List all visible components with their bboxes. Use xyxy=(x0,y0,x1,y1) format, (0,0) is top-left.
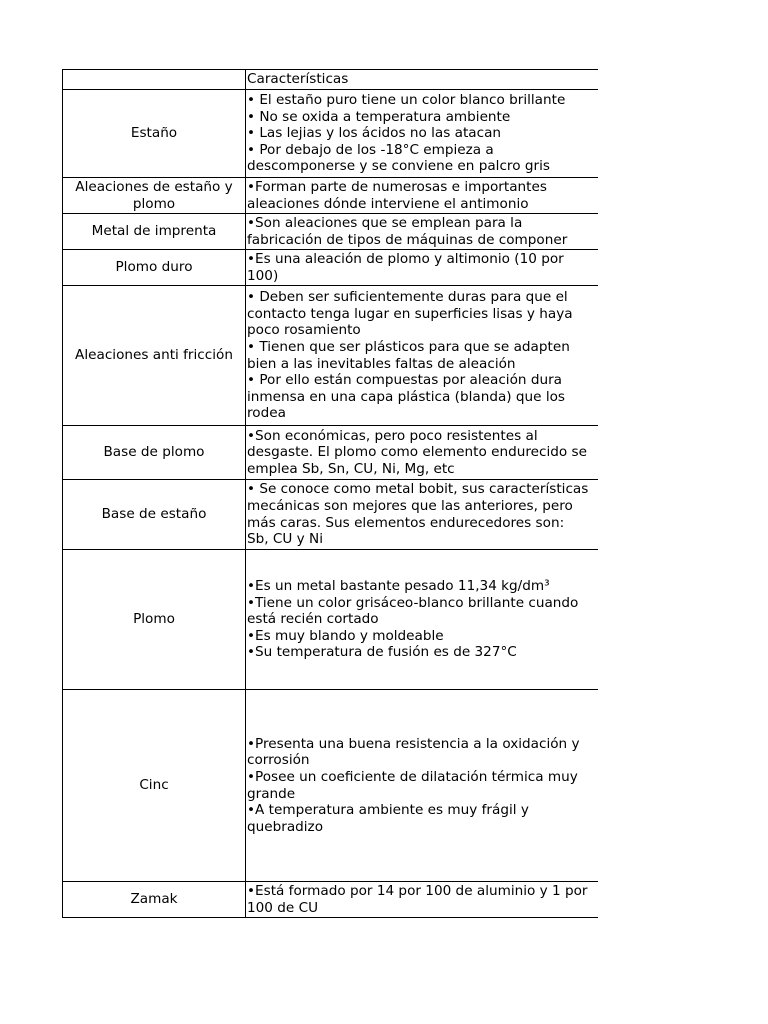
characteristic-line: poco rosamiento xyxy=(247,322,361,339)
characteristic-line: contacto tenga lugar en superficies lisas y haya xyxy=(247,305,573,322)
characteristic-line: • Tienen que ser plásticos para que se adapten xyxy=(247,338,570,355)
table-row xyxy=(63,550,598,690)
characteristic-line: corrosión xyxy=(247,752,310,769)
material-name-cell: Aleaciones anti fricción xyxy=(63,286,246,426)
material-name-cell: Zamak xyxy=(63,882,246,918)
characteristic-line: descomponerse y se conviene en palcro gris xyxy=(247,158,550,175)
characteristic-line: mecánicas son mejores que las anteriores, pero xyxy=(247,497,573,514)
characteristic-line: fabricación de tipos de máquinas de componer xyxy=(247,231,568,248)
characteristic-line: •Su temperatura de fusión es de 327°C xyxy=(247,644,517,661)
table-row xyxy=(63,178,598,214)
characteristic-line: • Deben ser suficientemente duras para que el xyxy=(247,289,568,306)
characteristic-line: 100) xyxy=(247,267,279,284)
characteristic-line: emplea Sb, Sn, CU, Ni, Mg, etc xyxy=(247,460,455,477)
characteristic-line: •Son aleaciones que se emplean para la xyxy=(247,214,523,231)
table-row xyxy=(63,426,598,480)
material-name-cell: Estaño xyxy=(63,90,246,178)
characteristic-line: •Tiene un color grisáceo-blanco brillante cuando xyxy=(247,594,579,611)
table-row xyxy=(63,882,598,918)
characteristic-line: •Es muy blando y moldeable xyxy=(247,627,444,644)
material-name-cell: Metal de imprenta xyxy=(63,214,246,250)
characteristic-line: quebradizo xyxy=(247,818,324,835)
material-name-cell: Cinc xyxy=(63,690,246,882)
table-row xyxy=(63,214,598,250)
characteristic-line: rodea xyxy=(247,405,286,422)
characteristic-line: •Posee un coeficiente de dilatación térmica muy xyxy=(247,768,578,785)
header-row xyxy=(63,70,598,90)
table-row xyxy=(63,480,598,550)
header-cell-empty xyxy=(63,70,246,90)
table-row xyxy=(63,286,598,426)
table-row xyxy=(63,250,598,286)
characteristic-line: desgaste. El plomo como elemento endurecido se xyxy=(247,444,587,461)
characteristic-line: Sb, CU y Ni xyxy=(247,531,323,548)
characteristics-cell xyxy=(246,426,598,480)
characteristic-line: • Se conoce como metal bobit, sus características xyxy=(247,481,589,498)
characteristic-line: •A temperatura ambiente es muy frágil y xyxy=(247,802,529,819)
characteristic-line: • El estaño puro tiene un color blanco brillante xyxy=(247,92,566,109)
header-cell-characteristics: Características xyxy=(246,70,598,90)
characteristics-cell xyxy=(246,286,598,426)
characteristic-line: • Por ello están compuestas por aleación dura xyxy=(247,372,562,389)
characteristics-cell xyxy=(246,178,598,214)
characteristic-line: 100 de CU xyxy=(247,899,319,916)
material-name-cell: Aleaciones de estaño y plomo xyxy=(63,178,246,214)
characteristic-line: •Presenta una buena resistencia a la oxidación y xyxy=(247,735,580,752)
characteristic-line: •Son económicas, pero poco resistentes al xyxy=(247,427,538,444)
table-body xyxy=(63,70,598,918)
characteristic-line: •Es una aleación de plomo y altimonio (10 por xyxy=(247,250,564,267)
characteristic-line: aleaciones dónde interviene el antimonio xyxy=(247,195,529,212)
characteristic-line: •Está formado por 14 por 100 de aluminio y 1 por xyxy=(247,882,588,899)
table-row xyxy=(63,690,598,882)
characteristics-cell xyxy=(246,214,598,250)
material-name-cell: Plomo duro xyxy=(63,250,246,286)
characteristic-line: • Las lejias y los ácidos no las atacan xyxy=(247,125,502,142)
characteristics-cell xyxy=(246,90,598,178)
characteristic-line: grande xyxy=(247,785,296,802)
characteristics-cell xyxy=(246,480,598,550)
characteristics-cell xyxy=(246,250,598,286)
characteristic-line: está recién cortado xyxy=(247,611,379,628)
characteristic-line: • No se oxida a temperatura ambiente xyxy=(247,108,511,125)
characteristics-table xyxy=(62,69,598,918)
characteristic-line: más caras. Sus elementos endurecedores son: xyxy=(247,514,565,531)
material-name-cell: Base de estaño xyxy=(63,480,246,550)
characteristics-cell xyxy=(246,882,598,918)
characteristic-line: •Forman parte de numerosas e importantes xyxy=(247,178,547,195)
characteristic-line: inmensa en una capa plástica (blanda) que los xyxy=(247,388,566,405)
characteristics-cell xyxy=(246,690,598,882)
characteristic-line: •Es un metal bastante pesado 11,34 kg/dm³ xyxy=(247,578,550,595)
characteristics-cell xyxy=(246,550,598,690)
material-name-cell: Plomo xyxy=(63,550,246,690)
table-row xyxy=(63,90,598,178)
characteristic-line: bien a las inevitables faltas de aleación xyxy=(247,355,516,372)
characteristic-line: • Por debajo de los -18°C empieza a xyxy=(247,141,494,158)
material-name-cell: Base de plomo xyxy=(63,426,246,480)
